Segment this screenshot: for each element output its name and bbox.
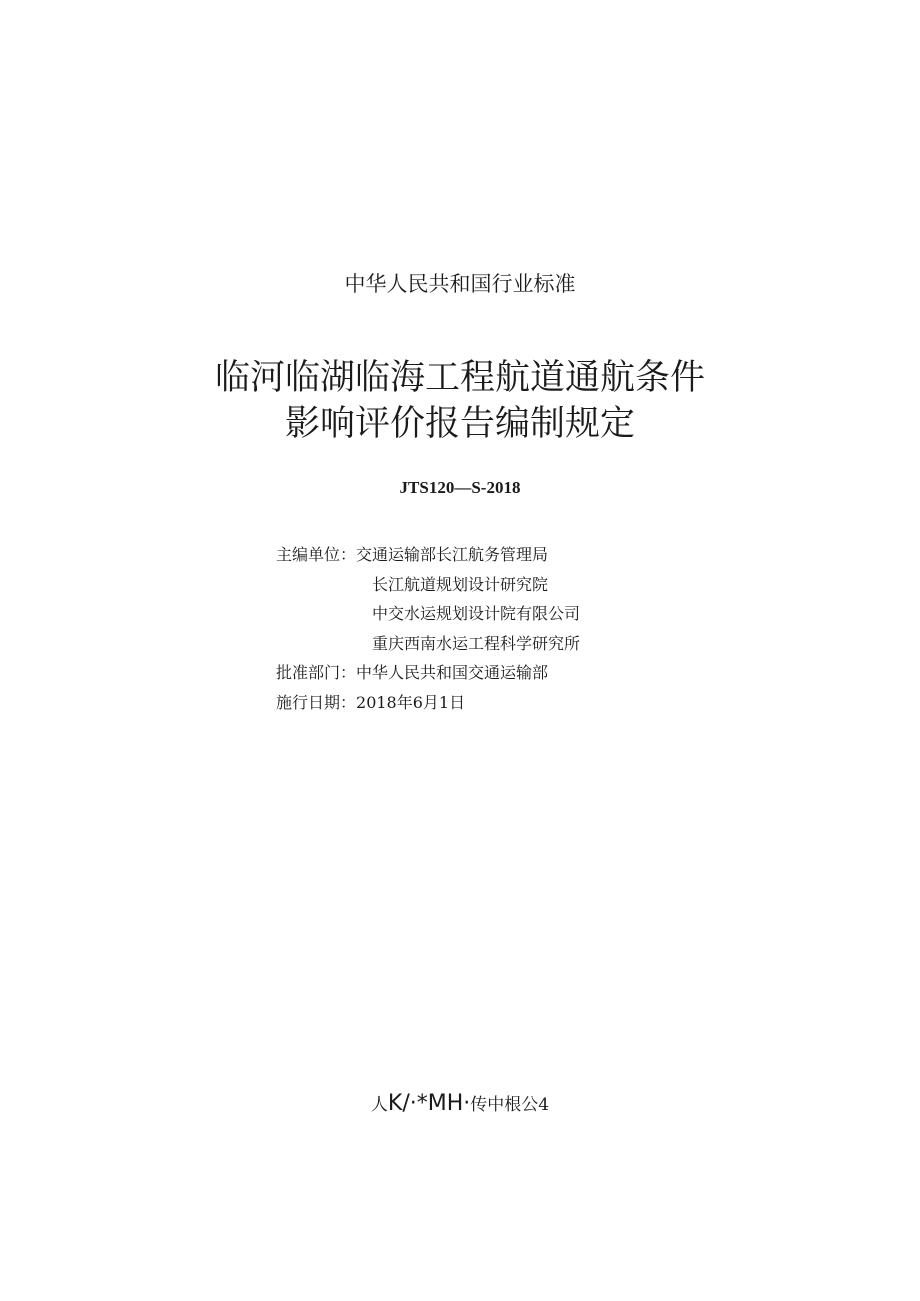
approval-label: 批准部门： <box>276 663 357 682</box>
editor-unit: 交通运输部长江航务管理局 <box>356 545 549 564</box>
editor-row-2 <box>276 570 580 600</box>
approval-row <box>276 658 580 688</box>
publisher-part-2: K/·*MH· <box>387 1091 471 1116</box>
editor-row-3 <box>276 599 580 629</box>
editor-unit: 中交水运规划设计院有限公司 <box>372 604 581 623</box>
editor-row-1 <box>276 540 580 570</box>
effective-value: 2018年6月1日 <box>356 692 466 712</box>
effective-date-row <box>276 688 580 718</box>
standard-type: 中华人民共和国行业标准 <box>344 272 576 296</box>
publisher-part-3: 传中根公4 <box>470 1095 550 1115</box>
editor-row-4 <box>276 629 580 659</box>
approval-value: 中华人民共和国交通运输部 <box>356 663 549 682</box>
title-line-2: 影响评价报告编制规定 <box>284 404 635 444</box>
publisher-line <box>0 1090 920 1116</box>
meta-block <box>276 540 580 717</box>
editor-unit: 长江航道规划设计研究院 <box>372 574 549 594</box>
title-line-1: 临河临湖临海工程航道通航条件 <box>214 358 705 398</box>
publisher-part-1: 人 <box>370 1095 388 1115</box>
editor-unit: 重庆西南水运工程科学研究所 <box>372 633 581 653</box>
editors-label: 主编单位： <box>276 545 357 564</box>
standard-code: JTS120—S-2018 <box>399 478 521 497</box>
effective-label: 施行日期： <box>276 692 357 712</box>
